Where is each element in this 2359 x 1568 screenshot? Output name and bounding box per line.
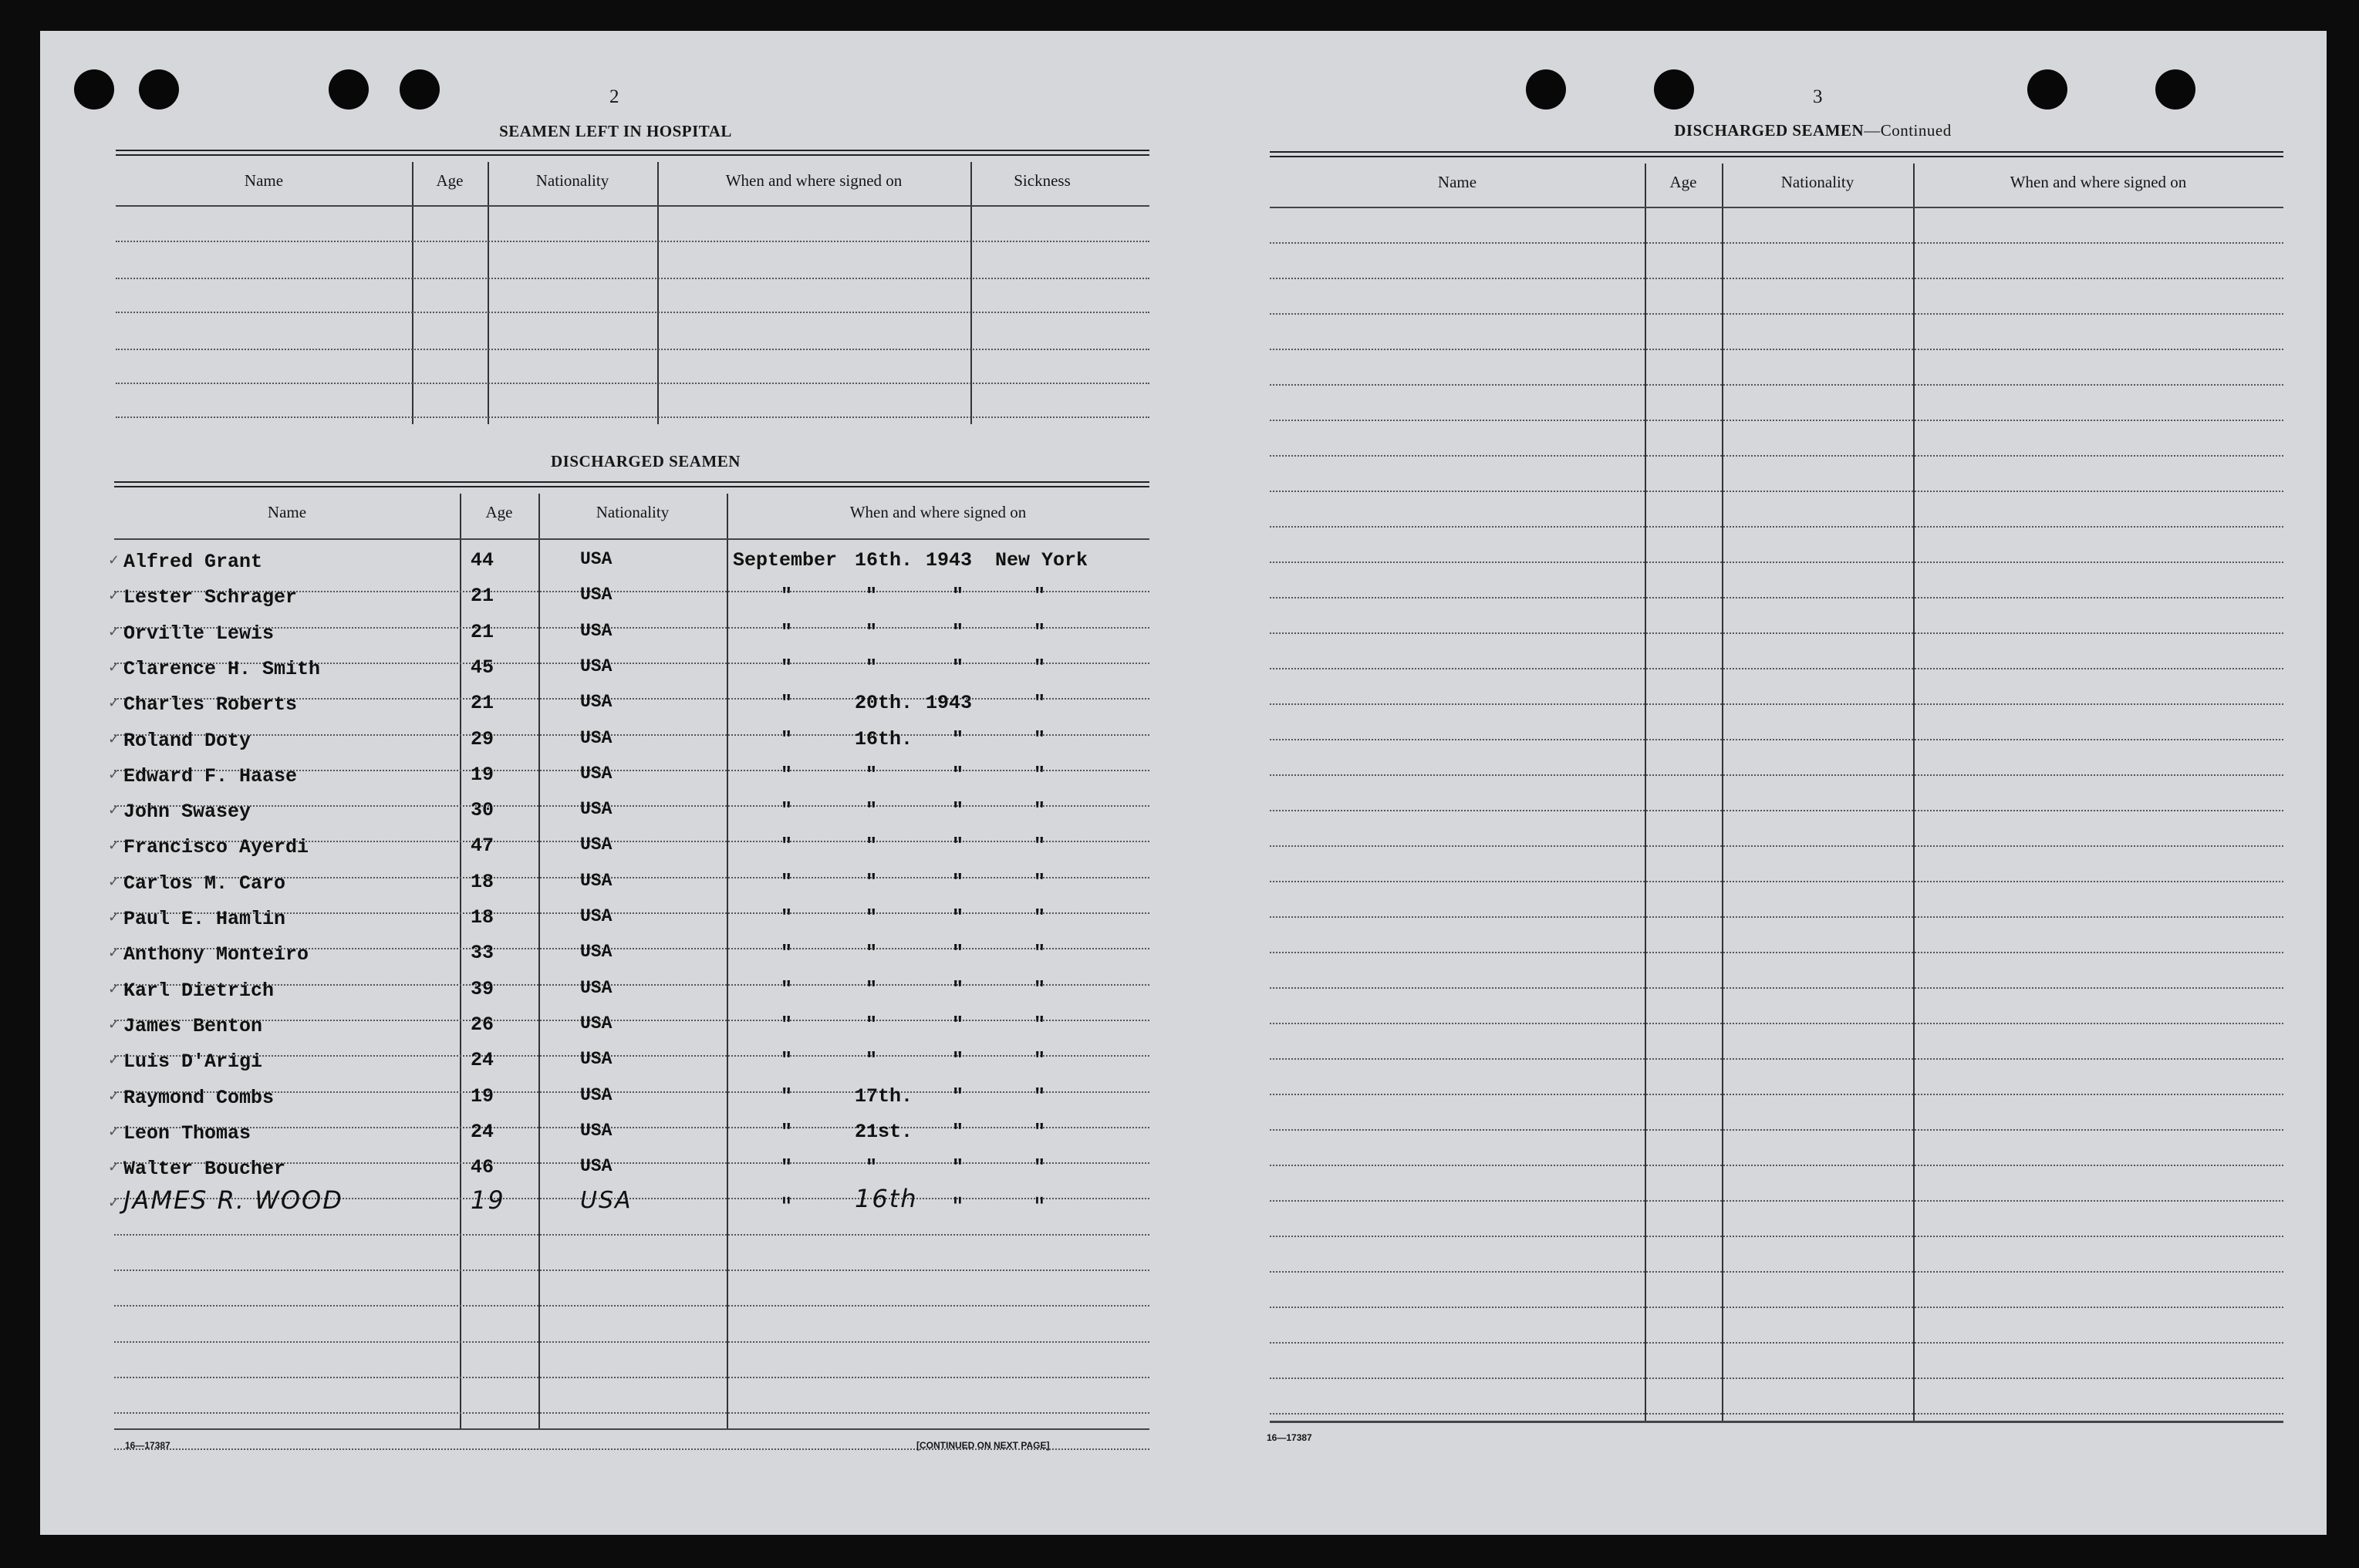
signed-day: " [866,621,878,643]
table-row [40,1084,1182,1114]
signed-day: " [866,656,878,679]
row-rule [1270,1058,2283,1060]
row-rule [1270,278,2283,279]
hospital-section-title: SEAMEN LEFT IN HOSPITAL [499,122,732,140]
seaman-age: 21 [471,692,494,714]
signed-year: " [952,1013,964,1036]
table-row [40,869,1182,900]
check-mark: ✓ [108,874,120,889]
seaman-age: 19 [471,764,494,786]
discharged-section-title: DISCHARGED SEAMEN [551,452,741,470]
signed-year: " [952,871,964,893]
signed-month-ditto: " [781,764,793,786]
seaman-age: 29 [471,728,494,750]
row-rule [1270,491,2283,492]
signed-month-ditto: " [781,1013,793,1036]
seaman-age: 21 [471,621,494,643]
seaman-age: 44 [471,549,494,572]
row-rule [1270,952,2283,953]
continued-note: [CONTINUED ON NEXT PAGE] [916,1440,1050,1451]
check-mark: ✓ [108,1052,120,1067]
signed-month-ditto: " [781,906,793,929]
seaman-age: 47 [471,835,494,857]
seaman-nationality: USA [580,1013,613,1034]
column-header: Name [244,171,284,190]
seaman-name: Lester Schrager [123,586,298,609]
column-header: Nationality [596,503,670,521]
signed-day: " [866,585,878,607]
seaman-age: 19 [471,1185,505,1215]
discharged-continued-title [1182,121,2327,140]
signed-day: 20th. [855,692,913,714]
signed-day: " [866,978,878,1000]
table-row [40,976,1182,1007]
signed-year: 1943 [926,692,973,714]
check-mark: ✓ [108,838,120,853]
row-rule [1270,1307,2283,1308]
row-rule [1270,1377,2283,1379]
right-page [1182,31,2327,1535]
signed-place: " [1034,799,1046,821]
signed-day: 16th. [855,728,913,750]
check-mark: ✓ [108,1088,120,1104]
signed-place: " [1034,1121,1046,1143]
signed-place: " [1034,621,1046,643]
row-rule [1270,1271,2283,1273]
row-rule [1270,845,2283,847]
table-row [40,833,1182,864]
signed-month-ditto: " [781,1121,793,1143]
check-mark: ✓ [108,552,120,568]
title-main: DISCHARGED SEAMEN [1674,121,1865,140]
seaman-nationality: USA [580,978,613,998]
row-rule [114,1270,1149,1271]
seaman-name: Paul E. Hamlin [123,908,286,930]
table-row [40,1047,1182,1078]
column-header: Nationality [535,171,609,190]
table-row [40,655,1182,686]
table-row [40,583,1182,614]
signed-month-ditto: " [781,835,793,857]
signed-place: " [1034,728,1046,750]
row-rule [1270,349,2283,350]
row-rule [1270,455,2283,457]
signed-place: " [1034,1156,1046,1179]
row-rule [114,1341,1149,1343]
signed-month-ditto: " [781,621,793,643]
signed-month-ditto: " [781,799,793,821]
table-row [40,1184,1182,1221]
seaman-name: Charles Roberts [123,693,298,716]
row-rule [116,312,1149,313]
binder-hole [400,69,440,110]
seaman-name: Raymond Combs [123,1087,275,1109]
seaman-name: James Benton [123,1015,263,1037]
signed-year: " [952,1049,964,1071]
row-rule [1270,1129,2283,1131]
table-bottom-rule [114,1428,1149,1430]
signed-day: 16th [855,1184,918,1213]
signed-place: " [1034,1192,1047,1221]
table-row [40,727,1182,757]
check-mark: ✓ [108,588,120,603]
signed-day: 16th. [855,549,913,572]
seaman-age: 33 [471,942,494,964]
binder-hole [2155,69,2195,110]
seaman-name: Leon Thomas [123,1122,251,1145]
check-mark: ✓ [108,767,120,782]
seaman-nationality: USA [580,621,613,641]
check-mark: ✓ [108,909,120,925]
signed-month: September [733,549,838,572]
seaman-age: 45 [471,656,494,679]
signed-year: " [952,978,964,1000]
check-mark: ✓ [108,731,120,747]
seaman-name: JAMES R. WOOD [123,1185,343,1215]
row-rule [1270,1236,2283,1237]
column-header: Sickness [1014,171,1071,190]
form-number: 16—17387 [1267,1432,1312,1443]
table-row [40,905,1182,936]
check-mark: ✓ [108,659,120,675]
row-rule [114,1234,1149,1236]
row-rule [1270,668,2283,669]
signed-place: " [1034,942,1046,964]
signed-year: " [952,585,964,607]
title-suffix: —Continued [1864,121,1952,140]
row-rule [116,278,1149,279]
signed-place: " [1034,1013,1046,1036]
table-row [40,797,1182,828]
check-mark: ✓ [108,945,120,960]
signed-year: " [952,906,964,929]
column-divider [970,162,972,424]
seaman-age: 19 [471,1085,494,1108]
seaman-name: Roland Doty [123,730,251,752]
signed-day: " [866,1049,878,1071]
seaman-nationality: USA [580,1085,613,1105]
signed-day: " [866,906,878,929]
signed-year: " [952,835,964,857]
signed-place: " [1034,871,1046,893]
check-mark: ✓ [108,1159,120,1175]
column-divider [412,162,413,424]
seaman-name: Luis D'Arigi [123,1050,263,1073]
row-rule [114,1305,1149,1307]
signed-day: 21st. [855,1121,913,1143]
table-row [40,762,1182,793]
signed-place: " [1034,978,1046,1000]
signed-year: " [952,728,964,750]
row-rule [1270,384,2283,386]
binder-hole [1654,69,1694,110]
signed-place: New York [995,549,1088,572]
table-row [40,1012,1182,1043]
column-header: Age [1669,173,1697,191]
column-divider [1722,164,1723,1421]
seaman-nationality: USA [580,728,613,748]
seaman-nationality: USA [580,1049,613,1069]
signed-day: " [866,1013,878,1036]
signed-day: " [866,764,878,786]
seaman-age: 18 [471,906,494,929]
seaman-name: Edward F. Haase [123,765,298,787]
signed-day: 17th. [855,1085,913,1108]
signed-year: " [952,799,964,821]
column-header: Name [267,503,307,521]
row-rule [1270,632,2283,634]
row-rule [1270,1094,2283,1095]
row-rule [1270,1342,2283,1344]
table-row [40,548,1182,578]
column-header: When and where signed on [725,171,903,190]
signed-month-ditto: " [781,656,793,679]
seaman-nationality: USA [580,585,613,605]
binder-hole [2027,69,2067,110]
signed-month-ditto: " [781,1156,793,1179]
seaman-name: Karl Dietrich [123,980,275,1002]
seaman-name: Walter Boucher [123,1158,286,1180]
table-row [40,940,1182,971]
signed-place: " [1034,585,1046,607]
signed-place: " [1034,1085,1046,1108]
binder-hole [74,69,114,110]
binder-hole [1526,69,1566,110]
page-number: 2 [609,86,619,107]
signed-month-ditto: " [781,1192,794,1221]
column-header: When and where signed on [2010,173,2187,191]
signed-month-ditto: " [781,1049,793,1071]
header-rule [116,205,1149,207]
form-number: 16—17387 [125,1440,170,1451]
row-rule [116,383,1149,384]
signed-place: " [1034,906,1046,929]
check-mark: ✓ [108,1017,120,1032]
signed-month-ditto: " [781,692,793,714]
row-rule [114,1412,1149,1414]
table-row [40,1119,1182,1150]
document-sheet [40,31,2327,1535]
seaman-nationality: USA [580,692,613,712]
seaman-name: Alfred Grant [123,551,263,573]
row-rule [1270,1165,2283,1166]
section-rule [1270,151,2283,157]
signed-place: " [1034,692,1046,714]
header-rule [114,538,1149,540]
signed-year: " [952,1085,964,1108]
row-rule [1270,916,2283,918]
seaman-nationality: USA [580,549,613,569]
row-rule [1270,703,2283,705]
row-rule [1270,987,2283,989]
seaman-nationality: USA [580,942,613,962]
row-rule [1270,1413,2283,1415]
table-row [40,1155,1182,1185]
signed-year: 1943 [926,549,973,572]
row-rule [1270,739,2283,740]
check-mark: ✓ [108,624,120,639]
seaman-name: Orville Lewis [123,622,275,645]
signed-year: " [952,764,964,786]
left-page [40,31,1182,1535]
binder-hole [139,69,179,110]
row-rule [114,1377,1149,1378]
row-rule [116,241,1149,242]
check-mark: ✓ [108,1195,120,1210]
seaman-nationality: USA [580,656,613,676]
signed-year: " [952,656,964,679]
header-rule [1270,207,2283,208]
seaman-age: 30 [471,799,494,821]
page-number: 3 [1813,86,1823,107]
row-rule [1270,561,2283,563]
signed-year: " [952,621,964,643]
seaman-name: Clarence H. Smith [123,658,321,680]
row-rule [1270,774,2283,776]
seaman-nationality: USA [580,764,613,784]
seaman-nationality: USA [580,871,613,891]
row-rule [1270,242,2283,244]
row-rule [1270,881,2283,882]
seaman-age: 24 [471,1121,494,1143]
column-divider [1645,164,1646,1421]
column-divider [1913,164,1915,1421]
check-mark: ✓ [108,802,120,818]
row-rule [1270,1023,2283,1024]
row-rule [116,416,1149,418]
signed-day: " [866,799,878,821]
signed-day: " [866,942,878,964]
signed-month-ditto: " [781,978,793,1000]
seaman-nationality: USA [580,1156,613,1176]
seaman-age: 18 [471,871,494,893]
seaman-nationality: USA [580,1187,633,1214]
signed-month-ditto: " [781,728,793,750]
signed-year: " [952,1121,964,1143]
check-mark: ✓ [108,695,120,710]
signed-place: " [1034,656,1046,679]
column-header: Name [1437,173,1477,191]
row-rule [1270,313,2283,315]
binder-hole [329,69,369,110]
signed-place: " [1034,835,1046,857]
seaman-age: 24 [471,1049,494,1071]
row-rule [1270,526,2283,528]
seaman-name: Anthony Monteiro [123,943,309,966]
column-header: Age [485,503,513,521]
table-row [40,690,1182,721]
seaman-nationality: USA [580,906,613,926]
column-header: Age [436,171,464,190]
table-bottom-rule [1270,1421,2283,1423]
seaman-name: Francisco Ayerdi [123,836,309,858]
signed-place: " [1034,764,1046,786]
section-rule [116,150,1149,156]
seaman-age: 39 [471,978,494,1000]
signed-month-ditto: " [781,871,793,893]
column-divider [488,162,489,424]
check-mark: ✓ [108,981,120,996]
seaman-nationality: USA [580,835,613,855]
signed-year: " [952,1192,965,1221]
check-mark: ✓ [108,1124,120,1139]
signed-day: " [866,1156,878,1179]
row-rule [1270,1200,2283,1202]
seaman-nationality: USA [580,1121,613,1141]
seaman-nationality: USA [580,799,613,819]
signed-place: " [1034,1049,1046,1071]
column-header: When and where signed on [849,503,1027,521]
seaman-age: 46 [471,1156,494,1179]
row-rule [1270,420,2283,421]
column-header: Nationality [1780,173,1854,191]
column-divider [657,162,659,424]
signed-year: " [952,1156,964,1179]
seaman-age: 21 [471,585,494,607]
seaman-name: John Swasey [123,801,251,823]
signed-day: " [866,871,878,893]
signed-month-ditto: " [781,585,793,607]
signed-month-ditto: " [781,1085,793,1108]
signed-year: " [952,942,964,964]
row-rule [116,349,1149,350]
seaman-name: Carlos M. Caro [123,872,286,895]
signed-month-ditto: " [781,942,793,964]
seaman-age: 26 [471,1013,494,1036]
row-rule [1270,597,2283,599]
row-rule [1270,810,2283,811]
section-rule [114,481,1149,487]
table-row [40,619,1182,650]
signed-day: " [866,835,878,857]
